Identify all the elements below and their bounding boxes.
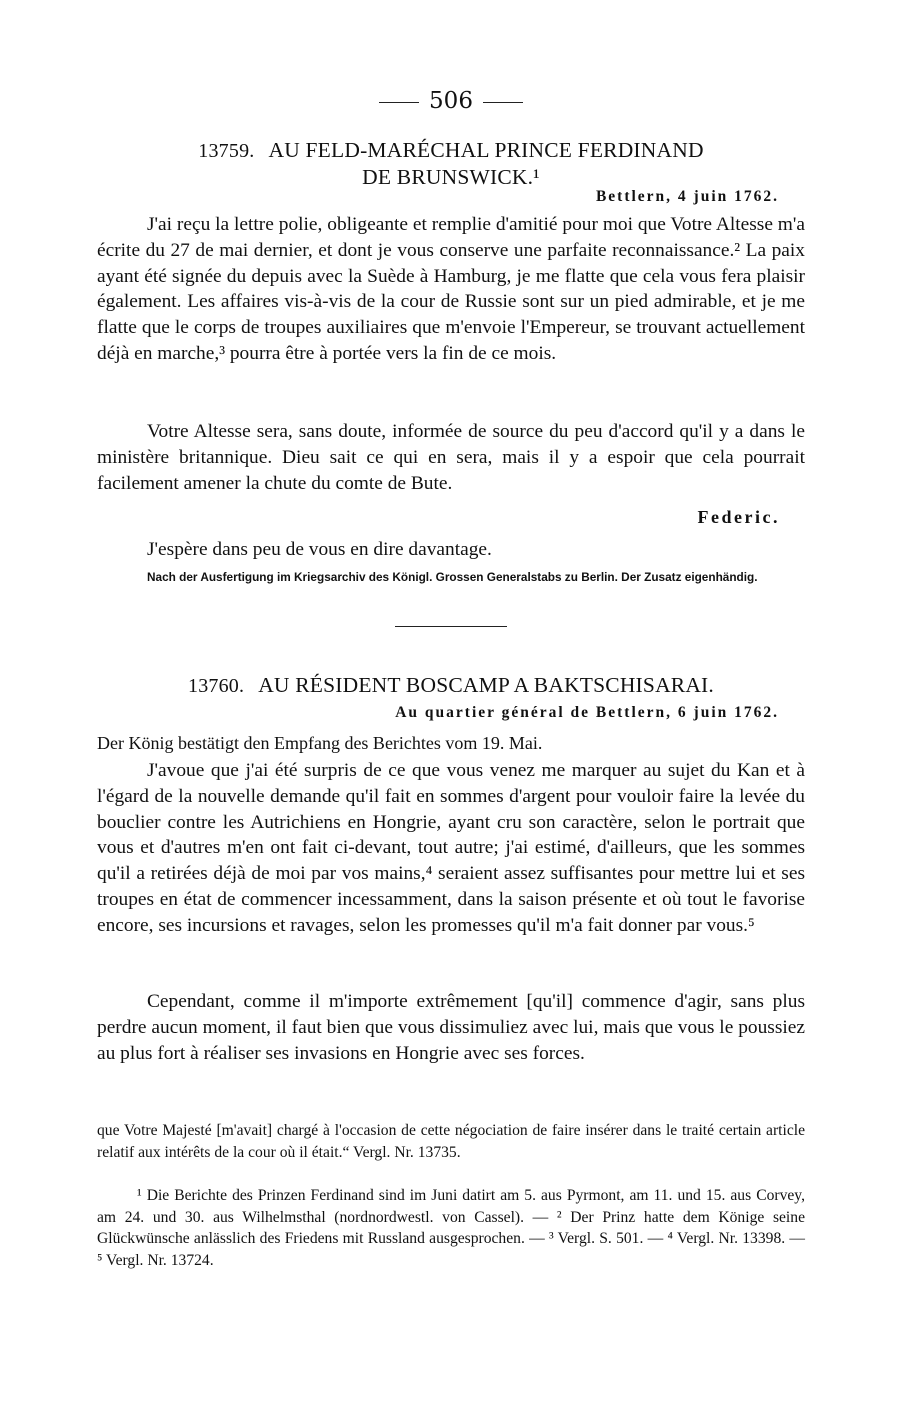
letter-1-paragraph-2: Votre Altesse sera, sans doute, informée de source du peu d'accord qu'il y a dans le ministère britannique. Dieu sait ce qui en sera, mais il y a espoir que cela pourrait facilement amener la chute du comte de Bute.: [97, 421, 805, 494]
letter-1-number: 13759.: [198, 140, 255, 162]
letter-2-paragraph-2: Cependant, comme il m'importe extrêmement [qu'il] commence d'agir, sans plus perdre aucun moment, il faut bien que vous dissimuliez avec lui, mais que vous le poussiez au plus fort à réaliser ses invasions en Hongrie avec ses forces.: [97, 991, 805, 1064]
letter-1-title-line2: DE BRUNSWICK.¹: [362, 165, 540, 189]
letter-1-signature: Federic.: [697, 507, 780, 527]
letter-2-number: 13760.: [188, 675, 245, 697]
letter-1-postscript: J'espère dans peu de vous en dire davantage.: [147, 539, 492, 560]
letter-1-paragraph-1: J'ai reçu la lettre polie, obligeante et remplie d'amitié pour moi que Votre Altesse m'a écrite du 27 de mai dernier, et dont je vous conserve une parfaite reconnaissance.² La paix ayant été signée du depuis avec la Suède à Hamburg, je me flatte que cela vous fera plaisir également. Les affaires vis-à-vis de la cour de Russie sont sur un pied admirable, et je me flatte que le corps de troupes auxiliaires que m'envoie l'Empereur, se trouvant actuellement déjà en marche,³ pourra être à portée vers la fin de ce mois.: [97, 214, 805, 364]
footnotes: ¹ Die Berichte des Prinzen Ferdinand sind im Juni datirt am 5. aus Pyrmont, am 11. und 15. aus Corvey, am 24. und 30. aus Wilhelmsthal (nordnordwestl. von Cassel). — ² Der Prinz hatte dem Könige seine Glückwünsche anlässlich des Friedens mit Russland ausgesprochen. — ³ Vergl. S. 501. — ⁴ Vergl. Nr. 13398. — ⁵ Vergl. Nr. 13724.: [97, 1187, 805, 1269]
letter-1-title-line1: AU FELD-MARÉCHAL PRINCE FERDINAND: [268, 138, 704, 162]
running-header: [97, 86, 805, 116]
letter-2-place-date: Au quartier général de Bettlern, 6 juin 1762.: [395, 704, 779, 721]
footnote-continuation: que Votre Majesté [m'avait] chargé à l'occasion de cette négociation de faire insérer dans le traité certain article relatif aux intérêts de la cour où il était.“ Vergl. Nr. 13735.: [97, 1122, 805, 1161]
letter-1-source-note: Nach der Ausfertigung im Kriegsarchiv des Königl. Grossen Generalstabs zu Berlin. Der Zusatz eigenhändig.: [147, 570, 758, 584]
header-dash-right: [483, 102, 523, 103]
letter-2-paragraph-1: J'avoue que j'ai été surpris de ce que vous venez me marquer au sujet du Kan et à l'égard de la nouvelle demande qu'il fait en sommes d'argent pour vouloir faire la levée du bouclier contre les Autrichiens en Hongrie, ayant cru son caractère, selon le portrait que vous et d'autres m'en ont fait ci-devant, tout autre; j'ai estimé, d'ailleurs, que les sommes qu'il a retirées déjà de moi par vos mains,⁴ seraient assez suffisantes pour mettre lui et ses troupes en état de commencer incessamment, dans la saison présente et où tout le favorise encore, ses incursions et ravages, selon les promesses qu'il m'a fait donner par vous.⁵: [97, 760, 805, 936]
letter-2-intro: Der König bestätigt den Empfang des Berichtes vom 19. Mai.: [97, 733, 543, 753]
section-divider: [395, 626, 507, 627]
letter-1-place-date: Bettlern, 4 juin 1762.: [595, 188, 779, 205]
letter-2-heading: [97, 672, 805, 699]
page-number: 506: [429, 88, 473, 114]
header-dash-left: [379, 102, 419, 103]
letter-1-heading: [97, 137, 805, 190]
letter-2-title: AU RÉSIDENT BOSCAMP A BAKTSCHISARAI.: [258, 673, 714, 697]
